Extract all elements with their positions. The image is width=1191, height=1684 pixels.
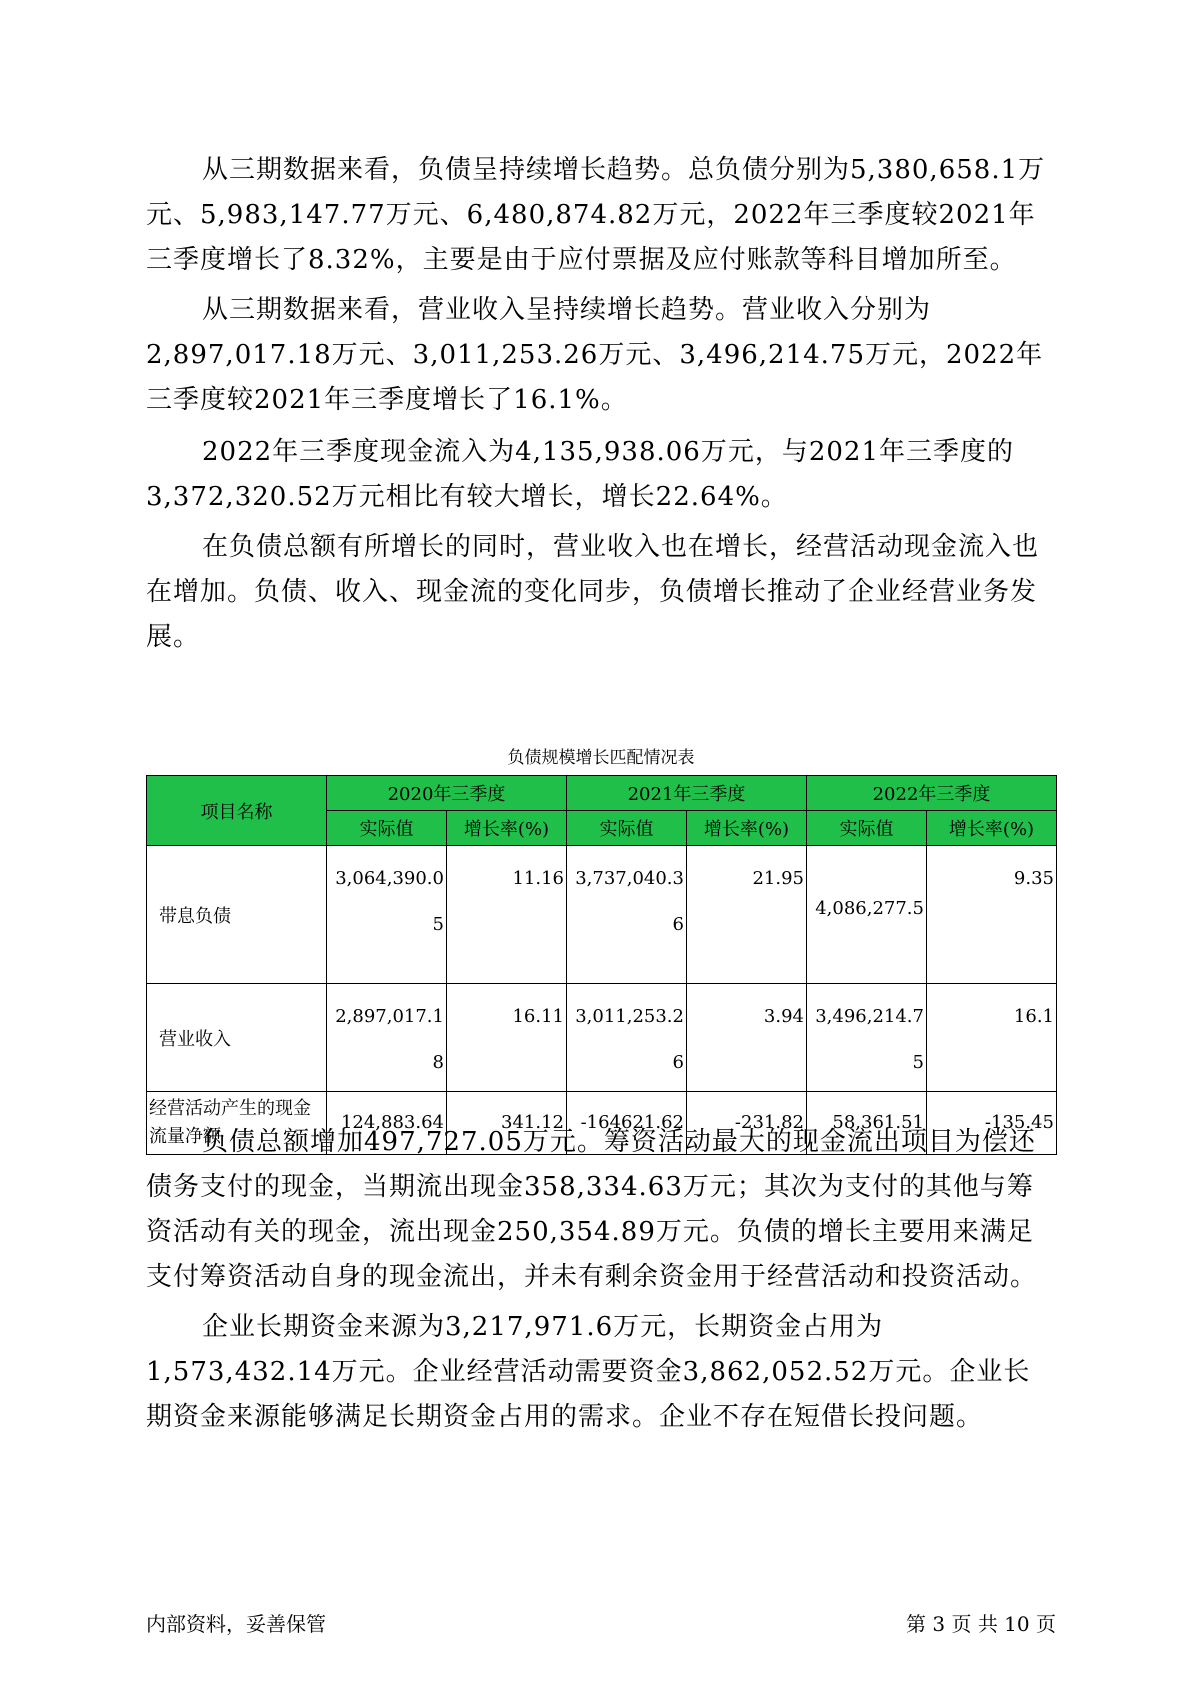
paragraph-cash-inflow: 2022年三季度现金流入为4,135,938.06万元，与2021年三季度的3,372,320.52万元相比有较大增长，增长22.64%。 (146, 437, 1015, 512)
paragraph-debt-increase: 负债总额增加497,727.05万元。筹资活动最大的现金流出项目为偿还债务支付的现金，当期流出现金358,334.63万元；其次为支付的其他与筹资活动有关的现金，流出现金250,354.89万元。负债的增长主要用来满足支付筹资活动自身的现金流出，并未有剩余资金用于经营活动和投资活动。 (146, 1127, 1038, 1292)
paragraph-liabilities: 从三期数据来看，负债呈持续增长趋势。总负债分别为5,380,658.1万元、5,983,147.77万元、6,480,874.82万元，2022年三季度较2021年三季度增长了8.32%，主要是由于应付票据及应付账款等科目增加所至。 (146, 155, 1046, 275)
subheader-actual: 实际值 (567, 811, 687, 846)
header-period-2020: 2020年三季度 (327, 776, 567, 811)
row-label: 经营活动产生的现金流量净额 (147, 1092, 327, 1155)
table-cell: 58,361.51 (807, 1092, 927, 1155)
subheader-growth-rate: 增长率(%) (927, 811, 1057, 846)
subheader-actual: 实际值 (327, 811, 447, 846)
subheader-growth-rate: 增长率(%) (687, 811, 807, 846)
table-cell: 3,011,253.26 (567, 984, 687, 1092)
paragraph-long-term-funds: 企业长期资金来源为3,217,971.6万元，长期资金占用为1,573,432.14万元。企业经营活动需要资金3,862,052.52万元。企业长期资金来源能够满足长期资金占用的需求。企业不存在短借长投问题。 (146, 1312, 1031, 1432)
table-row (147, 984, 1057, 1092)
debt-growth-table (146, 775, 1057, 1155)
header-period-2022: 2022年三季度 (807, 776, 1057, 811)
subheader-actual: 实际值 (807, 811, 927, 846)
paragraph-summary: 在负债总额有所增长的同时，营业收入也在增长，经营活动现金流入也在增加。负债、收入、现金流的变化同步，负债增长推动了企业经营业务发展。 (146, 532, 1040, 652)
table-cell: 21.95 (687, 846, 807, 984)
table-cell: 3.94 (687, 984, 807, 1092)
row-label: 带息负债 (147, 846, 327, 984)
header-item-name: 项目名称 (147, 776, 327, 846)
table-caption: 负债规模增长匹配情况表 (507, 748, 695, 768)
table-cell: -164621.62 (567, 1092, 687, 1155)
table-cell: -135.45 (927, 1092, 1057, 1155)
paragraph-revenue: 从三期数据来看，营业收入呈持续增长趋势。营业收入分别为2,897,017.18万元、3,011,253.26万元、3,496,214.75万元，2022年三季度较2021年三季度增长了16.1%。 (146, 295, 1044, 415)
table-cell: 3,737,040.36 (567, 846, 687, 984)
table-cell: 11.16 (447, 846, 567, 984)
confidential-notice: 内部资料，妥善保管 (146, 1612, 326, 1636)
table-cell: 124,883.64 (327, 1092, 447, 1155)
row-label: 营业收入 (147, 984, 327, 1092)
table-row (147, 846, 1057, 984)
table-cell: 9.35 (927, 846, 1057, 984)
subheader-growth-rate: 增长率(%) (447, 811, 567, 846)
table-cell: 3,496,214.75 (807, 984, 927, 1092)
table-cell: 16.11 (447, 984, 567, 1092)
header-period-2021: 2021年三季度 (567, 776, 807, 811)
page-number: 第 3 页 共 10 页 (906, 1612, 1056, 1636)
table-cell: 16.1 (927, 984, 1057, 1092)
table-cell: 341.12 (447, 1092, 567, 1155)
table-cell: -231.82 (687, 1092, 807, 1155)
table-cell: 2,897,017.18 (327, 984, 447, 1092)
table-cell: 4,086,277.5 (807, 846, 927, 984)
table-cell: 3,064,390.05 (327, 846, 447, 984)
